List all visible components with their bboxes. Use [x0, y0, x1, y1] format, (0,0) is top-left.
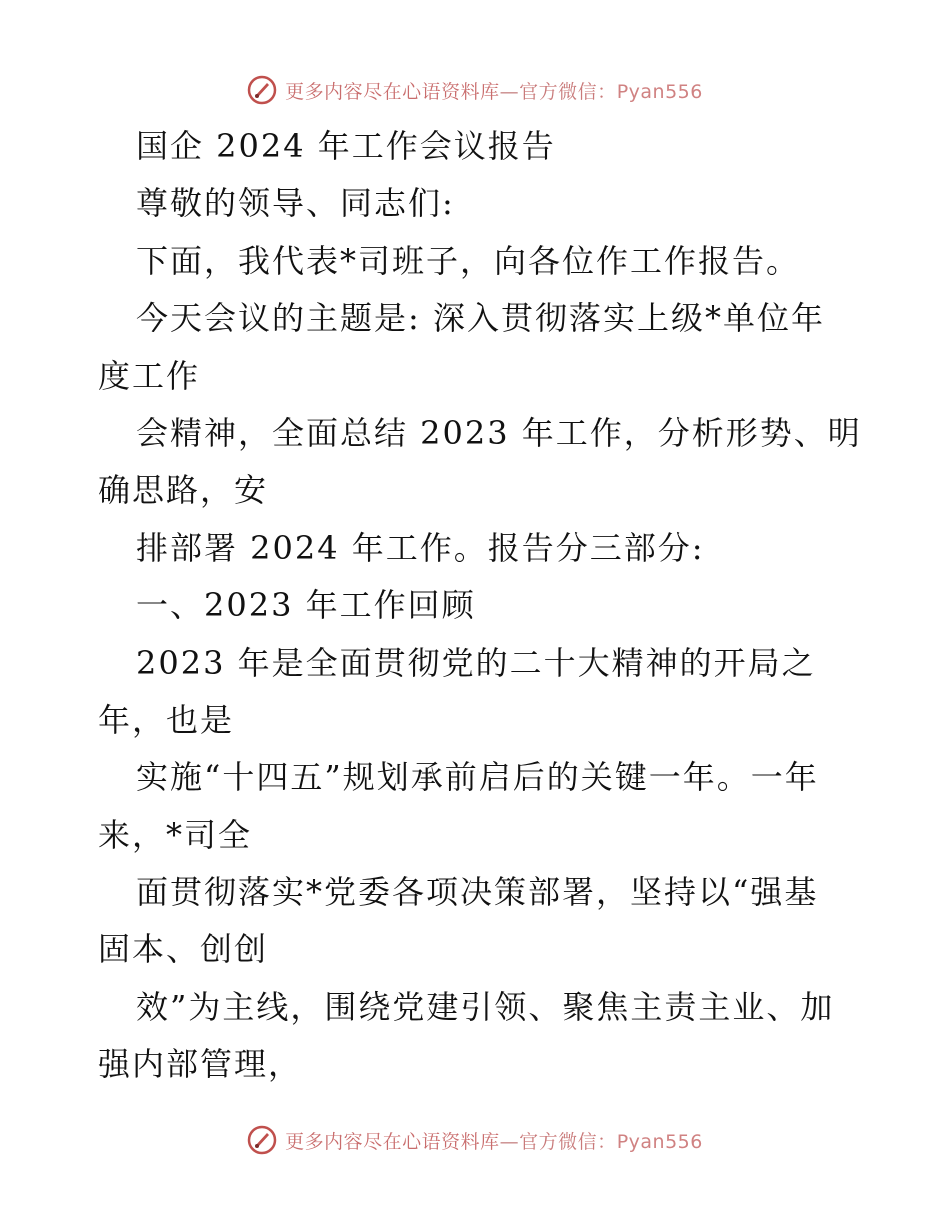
watermark-id: Pyan556 [616, 80, 703, 103]
text-line: 面贯彻落实*党委各项决策部署，坚持以“强基 [136, 873, 819, 912]
text-line: 今天会议的主题是: 深入贯彻落实上级*单位年 [136, 299, 825, 338]
salutation: 尊敬的领导、同志们: [136, 184, 455, 223]
text-line: 来，*司全 [98, 815, 253, 854]
section-heading: 一、2023 年工作回顾 [136, 586, 476, 625]
watermark-text [285, 1127, 703, 1154]
watermark-main: 更多内容尽在心语资料库 [285, 1130, 500, 1153]
document-body [98, 118, 862, 1094]
seal-logo-icon [247, 1125, 277, 1155]
text-line: 度工作 [98, 356, 201, 395]
seal-logo-icon [247, 75, 277, 105]
watermark-separator: — [499, 1130, 520, 1153]
text-line: 强内部管理， [98, 1045, 303, 1084]
text-line: 实施“十四五”规划承前启后的关键一年。一年 [136, 758, 819, 797]
watermark-text [285, 77, 703, 104]
watermark-separator: — [499, 80, 520, 103]
header-watermark [0, 70, 950, 110]
text-line: 确思路，安 [98, 471, 269, 510]
text-line: 固本、创创 [98, 930, 269, 969]
watermark-main: 更多内容尽在心语资料库 [285, 80, 500, 103]
watermark-suffix: 官方微信： [519, 80, 617, 103]
text-line: 年，也是 [98, 700, 235, 739]
text-line: 效”为主线，围绕党建引领、聚焦主责主业、加 [136, 987, 835, 1026]
watermark-suffix: 官方微信： [519, 1130, 617, 1153]
text-line: 排部署 2024 年工作。报告分三部分: [136, 528, 705, 567]
text-line: 下面，我代表*司班子，向各位作工作报告。 [136, 241, 801, 280]
document-title: 国企 2024 年工作会议报告 [136, 127, 556, 165]
text-line: 2023 年是全面贯彻党的二十大精神的开局之 [136, 643, 816, 682]
footer-watermark [0, 1120, 950, 1160]
watermark-id: Pyan556 [616, 1130, 703, 1153]
text-line: 会精神，全面总结 2023 年工作，分析形势、明 [136, 413, 862, 452]
